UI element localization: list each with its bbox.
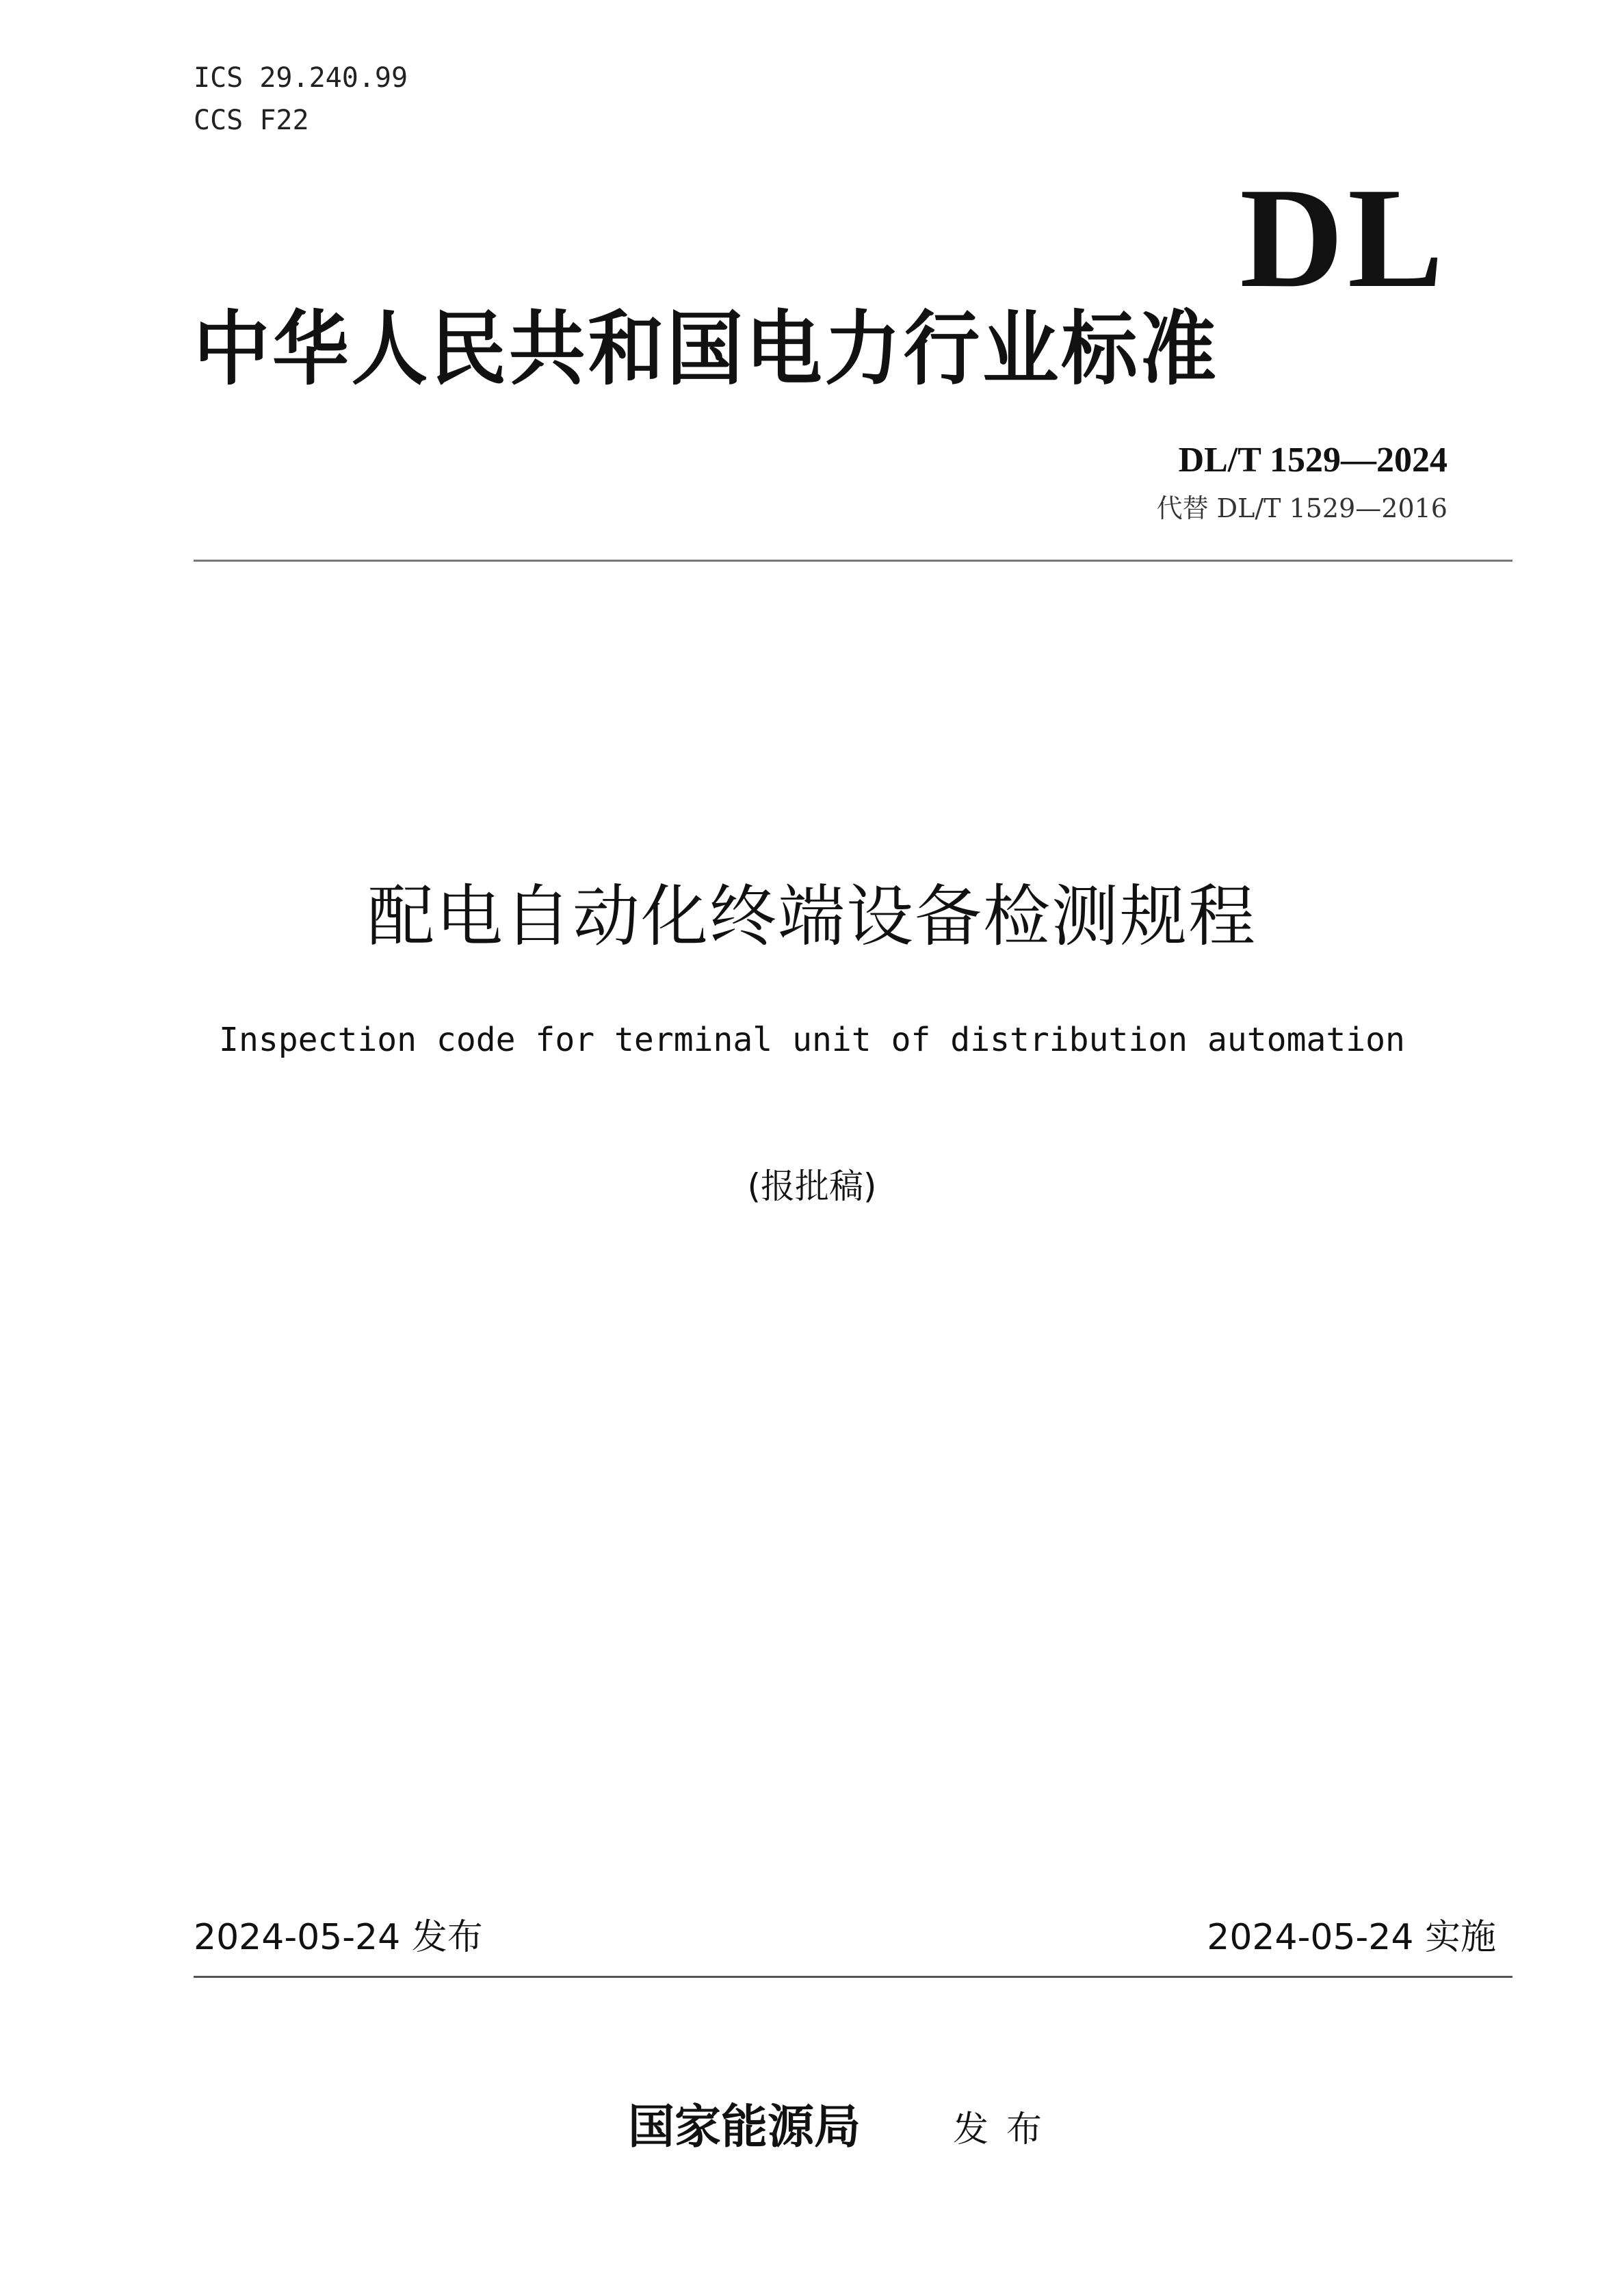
document-title-chinese: 配电自动化终端设备检测规程: [367, 878, 1257, 956]
ccs-code: CCS F22: [194, 105, 309, 136]
draft-status: (报批稿): [747, 1166, 877, 1206]
publish-label: 发布: [953, 2109, 1060, 2150]
bottom-divider: [194, 1976, 1512, 1978]
top-divider: [194, 560, 1512, 562]
document-title-english: Inspection code for terminal unit of distribution automation: [219, 1021, 1405, 1059]
standard-category-heading: 中华人民共和国电力行业标准: [194, 301, 1219, 396]
standard-number: DL/T 1529—2024: [1178, 441, 1448, 480]
ics-code: ICS 29.240.99: [194, 62, 408, 94]
publisher-name: 国家能源局: [628, 2100, 861, 2154]
implementation-date: 2024-05-24 实施: [1207, 1917, 1496, 1958]
dl-logo: DL: [1240, 159, 1448, 317]
replaces-standard: 代替 DL/T 1529—2016: [1156, 493, 1448, 523]
issue-date: 2024-05-24 发布: [194, 1917, 483, 1958]
